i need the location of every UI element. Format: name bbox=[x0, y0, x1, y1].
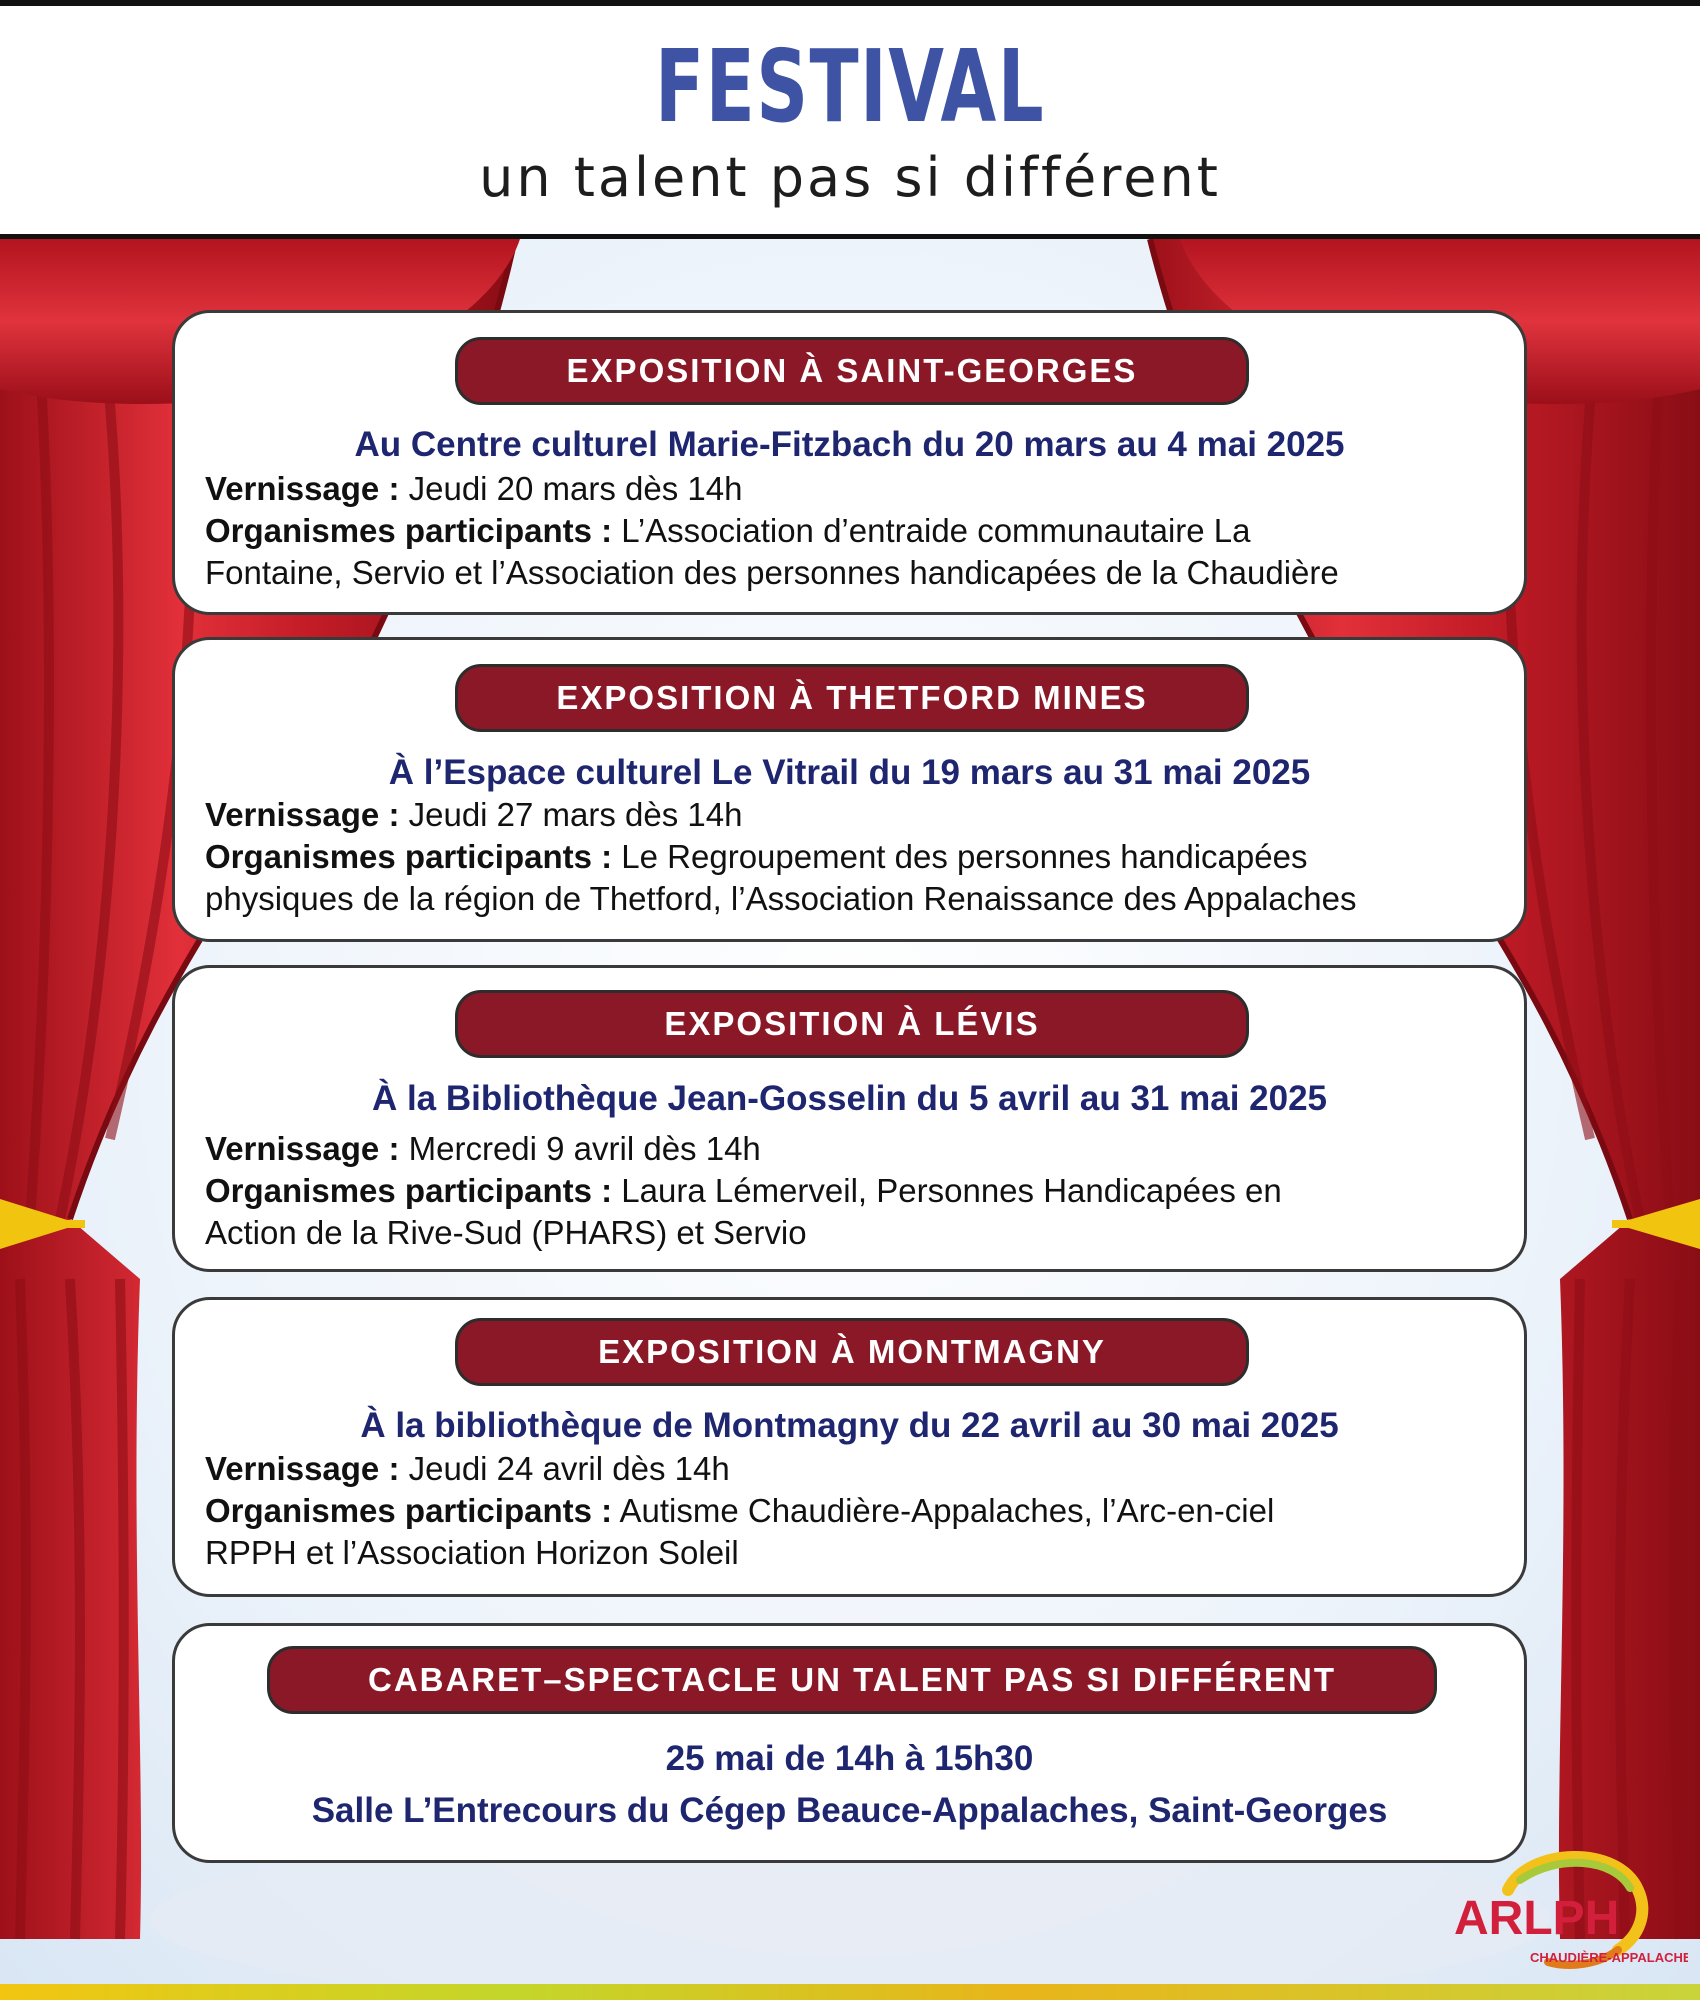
event-card-montmagny bbox=[172, 1297, 1527, 1597]
cabaret-date: 25 mai de 14h à 15h30 bbox=[665, 1739, 1034, 1778]
cabaret-venue: Salle L’Entrecours du Cégep Beauce-Appalaches, Saint-Georges bbox=[311, 1791, 1388, 1830]
logo-region: CHAUDIÈRE-APPALACHES bbox=[1530, 1950, 1688, 1965]
organismes-label: Organismes participants : bbox=[205, 1172, 613, 1209]
cabaret-heading-badge: CABARET–SPECTACLE UN TALENT PAS SI DIFFÉRENT bbox=[267, 1646, 1437, 1714]
organismes-value-cont: Action de la Rive-Sud (PHARS) et Servio bbox=[205, 1214, 807, 1251]
organismes-value-cont: RPPH et l’Association Horizon Soleil bbox=[205, 1534, 739, 1571]
event-details bbox=[205, 468, 1504, 594]
event-card-levis bbox=[172, 965, 1527, 1272]
festival-title: FESTIVAL bbox=[654, 28, 1046, 145]
poster-header bbox=[0, 6, 1700, 234]
event-venue-dates: À la bibliothèque de Montmagny du 22 avril au 30 mai 2025 bbox=[360, 1406, 1339, 1445]
vernissage-label: Vernissage : bbox=[205, 1450, 400, 1487]
arlph-logo-mark bbox=[1448, 1850, 1688, 1978]
arlph-logo bbox=[1448, 1850, 1688, 1978]
event-card-saint-georges bbox=[172, 310, 1527, 615]
vernissage-label: Vernissage : bbox=[205, 1130, 400, 1167]
vernissage-value: Mercredi 9 avril dès 14h bbox=[408, 1130, 761, 1167]
vernissage-value: Jeudi 20 mars dès 14h bbox=[408, 470, 743, 507]
organismes-label: Organismes participants : bbox=[205, 838, 613, 875]
event-heading-badge: EXPOSITION À SAINT-GEORGES bbox=[455, 337, 1249, 405]
organismes-label: Organismes participants : bbox=[205, 1492, 613, 1529]
event-details bbox=[205, 1448, 1504, 1574]
event-venue-dates: À la Bibliothèque Jean-Gosselin du 5 avril au 31 mai 2025 bbox=[371, 1079, 1328, 1118]
event-details bbox=[205, 794, 1504, 920]
organismes-value-cont: Fontaine, Servio et l’Association des personnes handicapées de la Chaudière bbox=[205, 554, 1339, 591]
organismes-label: Organismes participants : bbox=[205, 512, 613, 549]
logo-wordmark: ARLPH bbox=[1454, 1892, 1620, 1945]
organismes-value-cont: physiques de la région de Thetford, l’Association Renaissance des Appalaches bbox=[205, 880, 1357, 917]
event-venue-dates: Au Centre culturel Marie-Fitzbach du 20 mars au 4 mai 2025 bbox=[354, 425, 1345, 464]
vernissage-label: Vernissage : bbox=[205, 470, 400, 507]
event-heading-badge: EXPOSITION À MONTMAGNY bbox=[455, 1318, 1249, 1386]
organismes-value: Autisme Chaudière-Appalaches, l’Arc-en-ciel bbox=[619, 1492, 1275, 1529]
organismes-value: L’Association d’entraide communautaire La bbox=[621, 512, 1251, 549]
event-details bbox=[205, 1128, 1504, 1254]
vernissage-label: Vernissage : bbox=[205, 796, 400, 833]
vernissage-value: Jeudi 27 mars dès 14h bbox=[408, 796, 743, 833]
bottom-color-bar bbox=[0, 1984, 1700, 2000]
event-venue-dates: À l’Espace culturel Le Vitrail du 19 mars au 31 mai 2025 bbox=[388, 753, 1311, 792]
cabaret-card bbox=[172, 1623, 1527, 1863]
vernissage-value: Jeudi 24 avril dès 14h bbox=[408, 1450, 730, 1487]
event-heading-badge: EXPOSITION À THETFORD MINES bbox=[455, 664, 1249, 732]
festival-subtitle: un talent pas si différent bbox=[479, 146, 1221, 209]
organismes-value: Le Regroupement des personnes handicapées bbox=[621, 838, 1308, 875]
event-heading-badge: EXPOSITION À LÉVIS bbox=[455, 990, 1249, 1058]
event-card-thetford-mines bbox=[172, 637, 1527, 942]
organismes-value: Laura Lémerveil, Personnes Handicapées en bbox=[621, 1172, 1282, 1209]
